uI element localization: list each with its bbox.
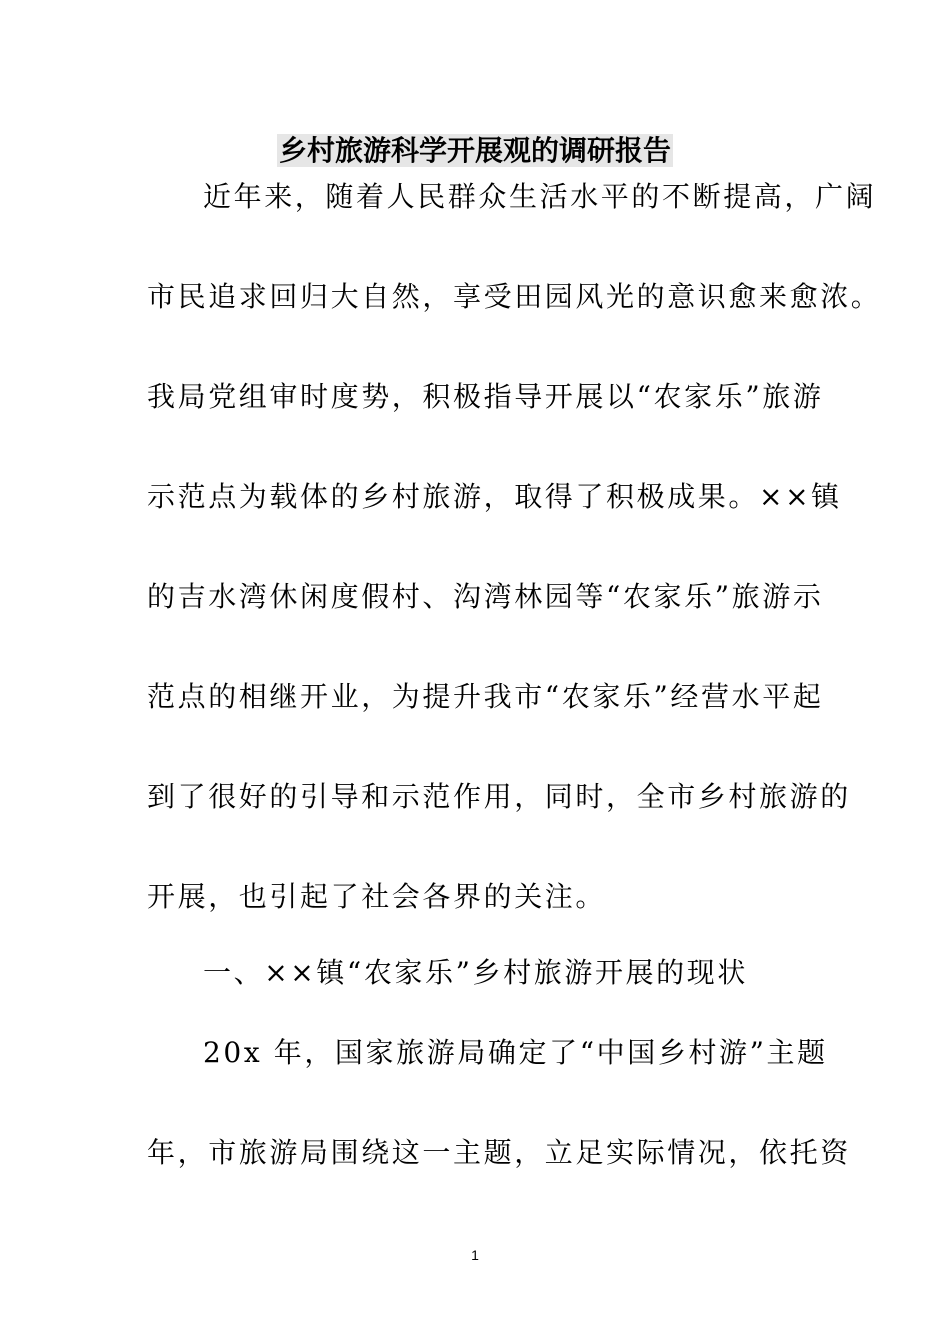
paragraph-line-2: 市民追求回归大自然，享受田园风光的意识愈来愈浓。 <box>147 280 882 313</box>
page-number: 1 <box>471 1247 479 1263</box>
document-title <box>0 131 950 171</box>
paragraph-line-3: 我局党组审时度势，积极指导开展以“农家乐”旅游 <box>147 380 824 413</box>
paragraph-line-4: 示范点为载体的乡村旅游，取得了积极成果。××镇 <box>147 480 842 513</box>
section-heading: 一、××镇“农家乐”乡村旅游开展的现状 <box>203 956 748 989</box>
paragraph-line-8: 开展，也引起了社会各界的关注。 <box>147 880 607 913</box>
paragraph-line-10: 年，市旅游局围绕这一主题，立足实际情况，依托资 <box>147 1136 851 1169</box>
paragraph-line-5: 的吉水湾休闲度假村、沟湾林园等“农家乐”旅游示 <box>147 580 824 613</box>
paragraph-line-6: 范点的相继开业，为提升我市“农家乐”经营水平起 <box>147 680 824 713</box>
paragraph-line-1: 近年来，随着人民群众生活水平的不断提高，广阔 <box>203 180 877 213</box>
paragraph-line-7: 到了很好的引导和示范作用，同时，全市乡村旅游的 <box>147 780 851 813</box>
document-title-text: 乡村旅游科学开展观的调研报告 <box>278 134 671 167</box>
paragraph-line-9: 20x 年，国家旅游局确定了“中国乡村游”主题 <box>203 1036 828 1069</box>
